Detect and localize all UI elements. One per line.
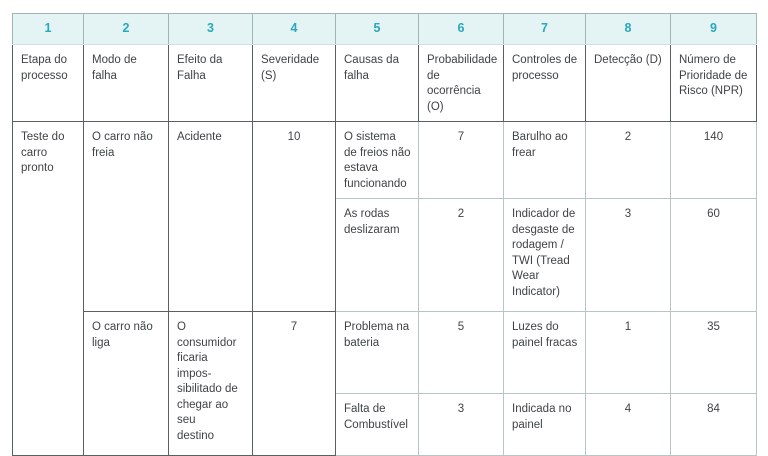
cell-severidade: 7 (253, 312, 336, 456)
column-header-probabilidade-de-ocorrencia: Probabilidade de ocorrência (O) (419, 45, 504, 122)
cell-controles-de-processo: Luzes do painel fracas (504, 312, 586, 394)
cell-causa-da-falha: Falta de Combustível (336, 394, 419, 456)
efeito-line-1: O consumidor (177, 321, 237, 349)
column-header-controles-de-processo: Controles de processo (504, 45, 586, 122)
cell-controles-de-processo: Indicador de desgaste de rodagem / TWI (Tread Wear Indicator) (504, 199, 586, 312)
cell-npr: 84 (671, 394, 757, 456)
cell-efeito-da-falha: Acidente (169, 122, 253, 312)
column-number-row (13, 14, 757, 45)
cell-deteccao: 4 (586, 394, 671, 456)
column-number-3: 3 (169, 14, 253, 45)
cell-controles-de-processo: Indicada no painel (504, 394, 586, 456)
column-number-2: 2 (84, 14, 169, 45)
cell-causa-da-falha: O sistema de freios não estava funcionando (336, 122, 419, 199)
cell-probabilidade-de-ocorrencia: 3 (419, 394, 504, 456)
cell-deteccao: 3 (586, 199, 671, 312)
cell-controles-de-processo: Barulho ao frear (504, 122, 586, 199)
column-header-npr: Número de Prioridade de Risco (NPR) (671, 45, 757, 122)
column-header-efeito-da-falha: Efeito da Falha (169, 45, 253, 122)
cell-efeito-da-falha (169, 312, 253, 456)
cell-npr: 140 (671, 122, 757, 199)
efeito-line-2: ficaria impos- (177, 352, 212, 380)
cell-causa-da-falha: As rodas deslizaram (336, 199, 419, 312)
fmea-table-container (12, 13, 756, 442)
fmea-table (12, 13, 757, 456)
column-header-row (13, 45, 757, 122)
table-body (13, 122, 757, 456)
column-number-8: 8 (586, 14, 671, 45)
cell-npr: 60 (671, 199, 757, 312)
column-number-1: 1 (13, 14, 84, 45)
cell-modo-de-falha: O carro não liga (84, 312, 169, 456)
column-number-7: 7 (504, 14, 586, 45)
column-header-etapa-do-processo: Etapa do processo (13, 45, 84, 122)
cell-deteccao: 1 (586, 312, 671, 394)
cell-severidade: 10 (253, 122, 336, 312)
cell-deteccao: 2 (586, 122, 671, 199)
cell-modo-de-falha: O carro não freia (84, 122, 169, 312)
cell-etapa-do-processo: Teste do carro pronto (13, 122, 84, 456)
table-row (13, 122, 757, 199)
cell-npr: 35 (671, 312, 757, 394)
efeito-line-3: sibilitado de (177, 383, 238, 395)
column-header-deteccao: Detecção (D) (586, 45, 671, 122)
cell-probabilidade-de-ocorrencia: 2 (419, 199, 504, 312)
column-header-causas-da-falha: Causas da falha (336, 45, 419, 122)
column-number-5: 5 (336, 14, 419, 45)
cell-causa-da-falha: Problema na bateria (336, 312, 419, 394)
column-header-modo-de-falha: Modo de falha (84, 45, 169, 122)
cell-probabilidade-de-ocorrencia: 7 (419, 122, 504, 199)
cell-probabilidade-de-ocorrencia: 5 (419, 312, 504, 394)
table-row (13, 312, 757, 394)
column-number-4: 4 (253, 14, 336, 45)
column-number-9: 9 (671, 14, 757, 45)
efeito-line-5: destino (177, 429, 215, 442)
table-header (13, 14, 757, 122)
column-number-6: 6 (419, 14, 504, 45)
column-header-severidade: Severidade (S) (253, 45, 336, 122)
efeito-line-4: chegar ao seu (177, 398, 229, 426)
